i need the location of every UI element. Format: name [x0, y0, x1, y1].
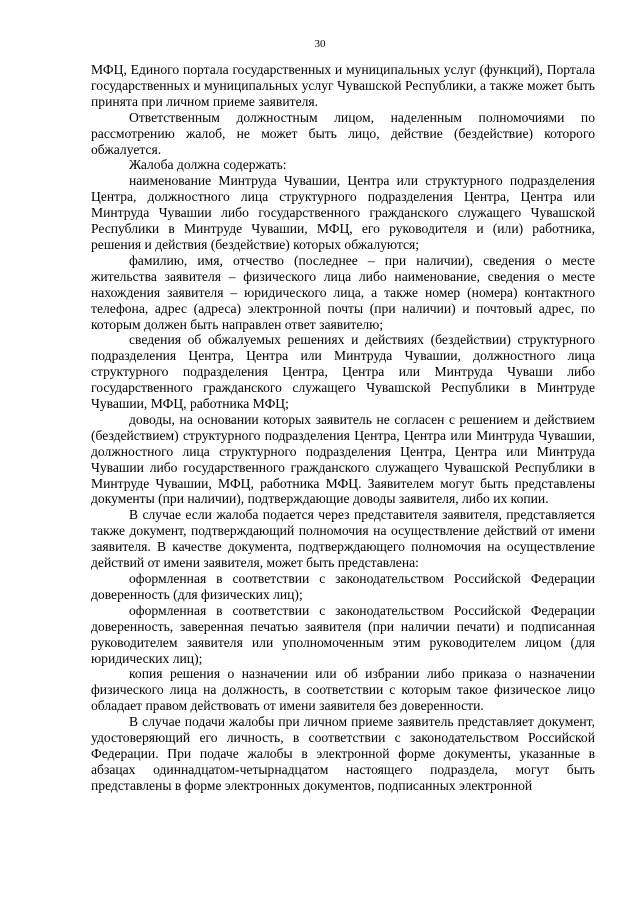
- paragraph: сведения об обжалуемых решениях и действиях (бездействии) структурного подразделения Центра, Центра или Минтруда Чувашии, должностного лица структурного подразделения Центра, Центра или Минтруда Чуваши либо государственного гражданского служащего Чувашской Республики в Минтруде Чувашии, МФЦ, работника МФЦ;: [91, 332, 595, 412]
- paragraph: наименование Минтруда Чувашии, Центра или структурного подразделения Центра, должностного лица структурного подразделения Центра, Центра или Минтруда Чувашии либо государственного гражданского служащего Чувашской Республики в Минтруде Чувашии, МФЦ, его руководителя и (или) работника, решения и действия (бездействие) которых обжалуются;: [91, 173, 595, 252]
- paragraph: оформленная в соответствии с законодательством Российской Федерации доверенность (для физических лиц);: [91, 571, 595, 602]
- paragraph: В случае если жалоба подается через представителя заявителя, представляется также документ, подтверждающий полномочия на осуществление действий от имени заявителя. В качестве документа, подтверждающего полномочия на осуществление действий от имени заявителя, может быть представлена:: [91, 507, 595, 571]
- paragraph: копия решения о назначении или об избрании либо приказа о назначении физического лица на должность, в соответствии с которым такое физическое лицо обладает правом действовать от имени заявителя без доверенности.: [91, 666, 595, 714]
- paragraph: оформленная в соответствии с законодательством Российской Федерации доверенность, заверенная печатью заявителя (при наличии печати) и подписанная руководителем заявителя или уполномоченным этим руководителем лицом (для юридических лиц);: [91, 602, 595, 666]
- paragraph: доводы, на основании которых заявитель не согласен с решением и действием (бездействием) структурного подразделения Центра, Центра или Минтруда Чувашии, должностного лица структурного подразделения Центра, Центра или Минтруда Чувашии либо государственного гражданского служащего Чувашской Республики в Минтруде Чувашии, МФЦ, работника МФЦ. Заявителем могут быть представлены документы (при наличии), подтверждающие доводы заявителя, либо их копии.: [91, 411, 595, 507]
- paragraph: Жалоба должна содержать:: [129, 157, 287, 173]
- document-body: [91, 62, 595, 794]
- page-number: 30: [314, 38, 326, 50]
- paragraph: МФЦ, Единого портала государственных и муниципальных услуг (функций), Портала государственных и муниципальных услуг Чувашской Республики, а также может быть принята при личном приеме заявителя.: [91, 62, 595, 109]
- paragraph: В случае подачи жалобы при личном приеме заявитель представляет документ, удостоверяющий его личность, в соответствии с законодательством Российской Федерации. При подаче жалобы в электронной форме документы, указанные в абзацах одиннадцатом-четырнадцатом настоящего подраздела, могут быть представлены в форме электронных документов, подписанных электронной: [91, 714, 595, 793]
- paragraph: Ответственным должностным лицом, наделенным полномочиями по рассмотрению жалоб, не может быть лицо, действие (бездействие) которого обжалуется.: [91, 109, 595, 157]
- paragraph: фамилию, имя, отчество (последнее – при наличии), сведения о месте жительства заявителя – физического лица либо наименование, сведения о месте нахождения заявителя – юридического лица, а также номер (номера) контактного телефона, адрес (адреса) электронной почты (при наличии) и почтовый адрес, по которым должен быть направлен ответ заявителю;: [91, 252, 595, 332]
